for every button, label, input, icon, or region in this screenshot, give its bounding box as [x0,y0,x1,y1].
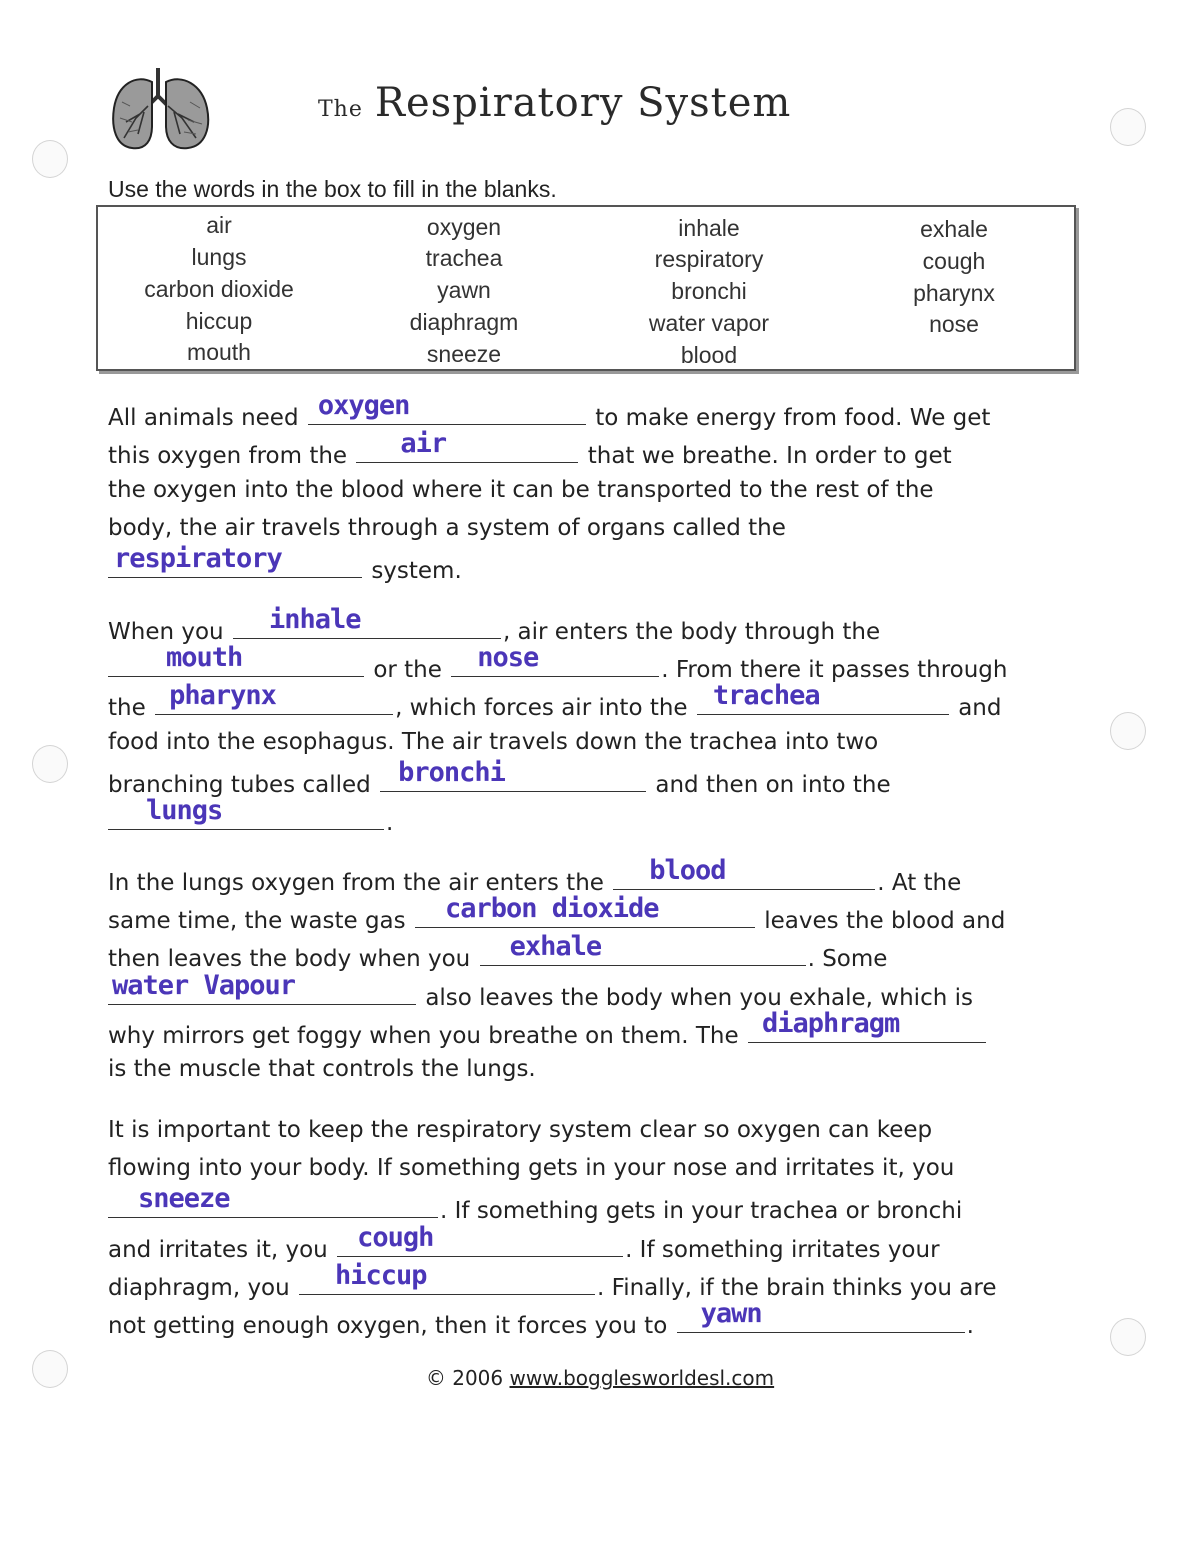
handwritten-answer: mouth [166,642,243,673]
passage-text: When you [108,619,224,645]
passage-line [108,1298,974,1339]
word-bank-item: yawn [437,277,491,303]
word-bank-item: respiratory [654,246,764,272]
answer-blank[interactable] [108,642,364,677]
answer-blank[interactable] [233,604,501,639]
passage-text: , air enters the body through the [502,619,881,645]
passage-text: to make energy from food. We get [595,405,991,431]
passage-text: leaves the blood and [764,908,1006,934]
passage-text: , which forces air into the [395,695,688,721]
handwritten-answer: diaphragm [761,1008,900,1039]
word-bank-item: sneeze [426,341,502,367]
word-bank-item: blood [680,342,738,368]
passage-line [108,795,394,836]
passage-line [108,1222,940,1263]
punch-hole [1110,712,1146,750]
word-bank-item: air [206,212,232,238]
passage-text: and then on into the [655,772,891,798]
passage-text: In the lungs oxygen from the air enters the [108,870,604,896]
handwritten-answer: respiratory [114,543,282,574]
handwritten-answer: blood [649,855,726,886]
page-title [318,80,791,126]
passage-text: that we breathe. In order to get [587,443,952,469]
word-bank-item: cough [922,248,986,274]
passage-line [108,543,462,584]
handwritten-answer: hiccup [335,1260,427,1291]
answer-blank[interactable] [308,390,586,425]
word-bank-item: carbon dioxide [144,276,294,302]
passage-text: . From there it passes through [661,657,1008,683]
answer-blank[interactable] [415,893,755,928]
answer-blank[interactable] [677,1298,965,1333]
footer-link[interactable]: www.bogglesworldesl.com [509,1366,775,1390]
passage-text: . [966,1313,974,1339]
punch-hole [32,745,68,783]
passage-line [108,1260,997,1301]
title-prefix: The [318,97,363,122]
passage-text: the [108,695,146,721]
passage-line [108,428,952,469]
word-bank-item: water vapor [648,310,770,336]
word-bank-item: lungs [191,244,247,270]
word-bank-item: oxygen [426,214,502,240]
handwritten-answer: inhale [268,604,361,635]
word-bank-item: pharynx [913,280,995,306]
passage-text: . Some [807,946,888,972]
answer-blank[interactable] [480,931,806,966]
passage-text: this oxygen from the [108,443,348,469]
passage-text: system. [371,558,462,584]
handwritten-answer: bronchi [398,757,505,788]
passage-text: why mirrors get foggy when you breathe on them. The [108,1023,739,1049]
passage-line: flowing into your body. If something gets in your nose and irritates it, you [108,1155,955,1181]
passage-text: same time, the waste gas [108,908,406,934]
passage-text: and irritates it, you [108,1237,328,1263]
passage-line [108,680,1002,721]
word-bank-item: mouth [187,339,251,365]
answer-blank[interactable] [108,970,416,1005]
handwritten-answer: lungs [146,795,223,826]
handwritten-answer: cough [357,1222,434,1253]
word-bank-item: exhale [920,216,988,242]
passage-line [108,1183,963,1224]
handwritten-answer: oxygen [317,390,410,421]
passage-line [108,390,991,431]
lungs-icon [108,62,214,152]
word-bank-item: trachea [425,245,503,271]
punch-hole [1110,1318,1146,1356]
passage-line [108,642,1008,683]
passage-text: or the [373,657,442,683]
passage-text: branching tubes called [108,772,371,798]
answer-blank[interactable] [108,1183,438,1218]
passage-text: then leaves the body when you [108,946,471,972]
passage-line [108,970,973,1011]
passage-text: . [386,810,394,836]
passage-line: is the muscle that controls the lungs. [108,1056,536,1082]
answer-blank[interactable] [108,795,384,830]
punch-hole [32,140,68,178]
word-bank-item: hiccup [185,308,253,334]
passage-text: . Finally, if the brain thinks you are [597,1275,997,1301]
word-bank-item: diaphragm [409,309,519,335]
handwritten-answer: nose [477,642,539,673]
passage-line [108,931,888,972]
answer-blank[interactable] [697,680,949,715]
passage-line [108,604,881,645]
punch-hole [1110,108,1146,146]
answer-blank[interactable] [748,1008,986,1043]
passage-text: . If something gets in your trachea or bronchi [440,1198,963,1224]
passage-line: body, the air travels through a system of organs called the [108,515,786,541]
passage-line: It is important to keep the respiratory system clear so oxygen can keep [108,1117,933,1143]
answer-blank[interactable] [108,543,362,578]
word-bank-item: nose [929,311,979,337]
handwritten-answer: air [400,428,447,459]
answer-blank[interactable] [337,1222,623,1257]
passage-line [108,893,1006,934]
answer-blank[interactable] [380,757,646,792]
passage-text: and [958,695,1002,721]
answer-blank[interactable] [299,1260,595,1295]
passage-text: diaphragm, you [108,1275,290,1301]
handwritten-answer: exhale [509,931,602,962]
instructions: Use the words in the box to fill in the blanks. [108,176,557,202]
answer-blank[interactable] [155,680,393,715]
passage-text: All animals need [108,405,299,431]
passage-text: . At the [877,870,962,896]
passage-text: . If something irritates your [625,1237,940,1263]
handwritten-answer: sneeze [138,1183,230,1214]
passage-line: food into the esophagus. The air travels down the trachea into two [108,729,879,755]
passage-line [108,1008,988,1049]
title-main: Respiratory System [374,80,792,126]
word-bank-item: bronchi [671,278,747,304]
passage-text: also leaves the body when you exhale, which is [425,985,973,1011]
handwritten-answer: carbon dioxide [444,893,659,924]
passage-line [108,855,962,896]
handwritten-answer: water Vapour [112,970,296,1001]
passage-line: the oxygen into the blood where it can be transported to the rest of the [108,477,934,503]
word-bank-box [96,205,1076,371]
answer-blank[interactable] [356,428,578,463]
copyright-text: © 2006 [425,1366,504,1390]
handwritten-answer: trachea [712,680,820,711]
handwritten-answer: yawn [700,1298,762,1329]
word-bank-item: inhale [678,215,740,241]
footer [0,1366,1200,1390]
answer-blank[interactable] [613,855,875,890]
answer-blank[interactable] [451,642,659,677]
passage-line [108,757,891,798]
handwritten-answer: pharynx [169,680,276,711]
passage-text: not getting enough oxygen, then it forces you to [108,1313,668,1339]
